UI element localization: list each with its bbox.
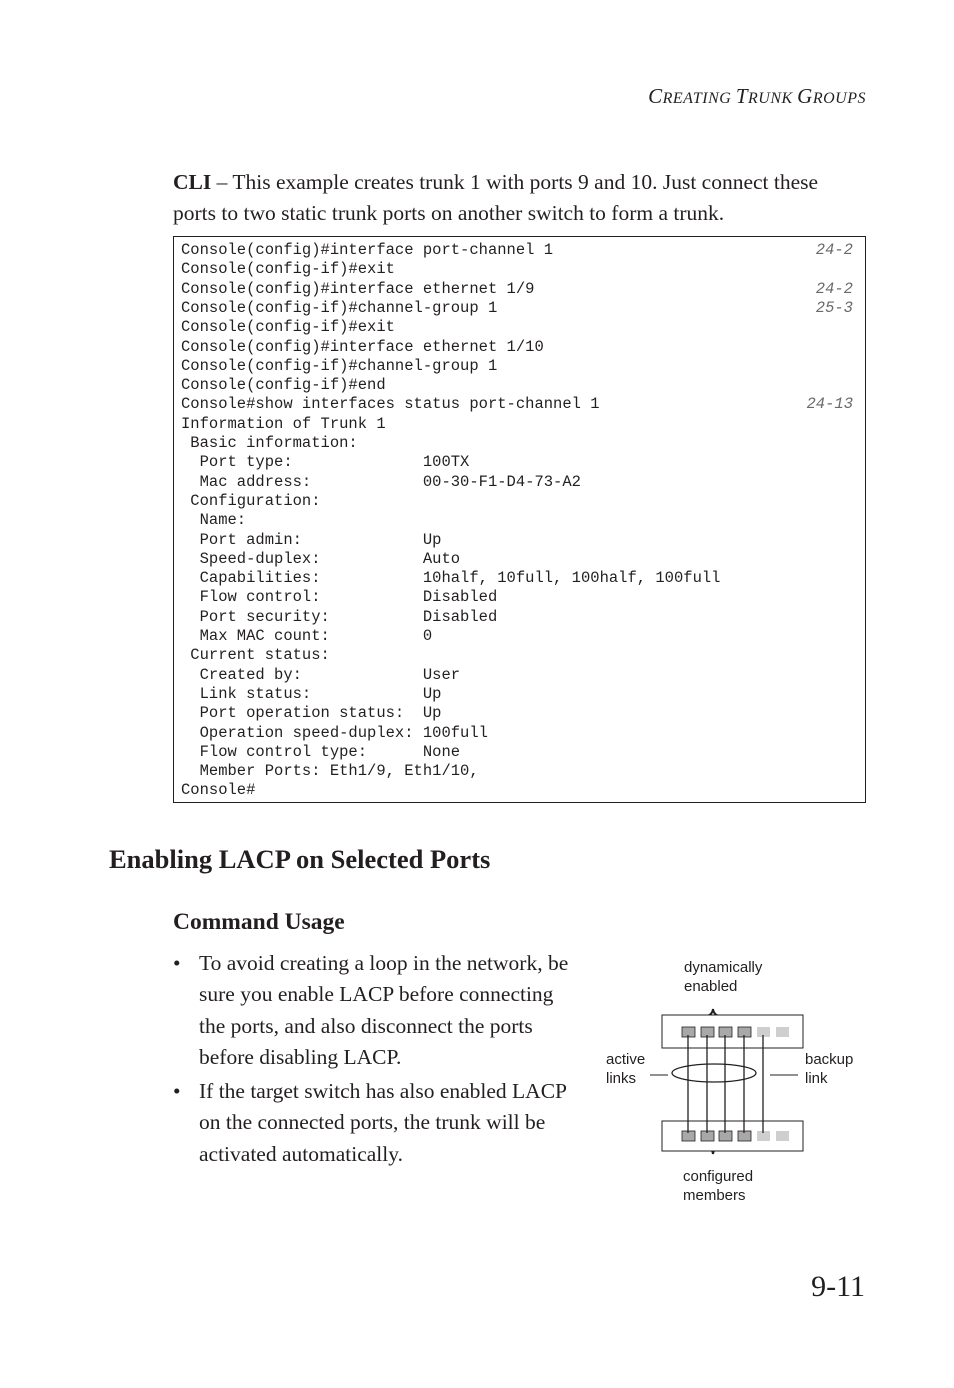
code-reference: 24-2 [815, 279, 853, 298]
code-line: Console(config)#interface ethernet 1/10 [181, 337, 544, 356]
code-line: Console(config-if)#channel-group 1 [181, 356, 498, 375]
label-members: members [683, 1187, 746, 1204]
code-line: Port type: 100TX [181, 453, 470, 472]
code-line: Flow control type: None [181, 742, 461, 761]
code-line: Name: [181, 511, 247, 530]
code-line: Mac address: 00-30-F1-D4-73-A2 [181, 472, 581, 491]
trunk-links [688, 1035, 763, 1133]
page-number: 9-11 [811, 1270, 865, 1303]
subsection-title: Command Usage [173, 909, 345, 935]
code-line: Console(config)#interface ethernet 1/9 [181, 279, 535, 298]
cli-code-block [173, 236, 866, 803]
label-backup: backup [805, 1051, 854, 1068]
code-line: Created by: User [181, 665, 461, 684]
label-configured: configured [683, 1168, 754, 1185]
code-line: Member Ports: Eth1/9, Eth1/10, [181, 762, 479, 781]
label-active: active [606, 1051, 646, 1068]
label-link: link [805, 1070, 828, 1087]
code-reference: 24-2 [815, 241, 853, 259]
running-header: CREATING TRUNK GROUPS [648, 84, 866, 108]
bullet-item [173, 1076, 583, 1170]
code-line: Link status: Up [181, 684, 442, 703]
code-line: Current status: [181, 646, 330, 665]
code-line: Console(config-if)#end [181, 376, 386, 395]
bullet-list [173, 948, 583, 1173]
code-line: Console#show interfaces status port-channel 1 [181, 395, 600, 414]
code-line: Operation speed-duplex: 100full [181, 723, 488, 742]
section-title: Enabling LACP on Selected Ports [109, 844, 491, 874]
code-line: Information of Trunk 1 [181, 414, 386, 433]
label-links: links [606, 1070, 637, 1087]
label-dynamically: dynamically [684, 959, 763, 976]
code-line: Configuration: [181, 491, 321, 510]
bullet-text: To avoid creating a loop in the network, be sure you enable LACP before connecting the ports, and also disconnect the ports before disabling LACP. [199, 951, 569, 1069]
code-line: Basic information: [181, 434, 358, 452]
code-line: Capabilities: 10half, 10full, 100half, 100full [181, 569, 721, 588]
cli-label: CLI [173, 170, 212, 194]
code-line: Port operation status: Up [181, 704, 442, 723]
label-enabled: enabled [684, 978, 738, 995]
code-line: Port security: Disabled [181, 607, 498, 626]
code-line: Console(config)#interface port-channel 1 [181, 241, 554, 259]
intro-paragraph [173, 167, 863, 229]
lacp-diagram [600, 955, 870, 1210]
bullet-marker: • [173, 951, 181, 975]
code-reference: 25-3 [815, 298, 853, 317]
bullet-item [173, 948, 583, 1073]
code-line: Max MAC count: 0 [181, 627, 433, 645]
code-line: Console# [181, 781, 256, 800]
code-line: Port admin: Up [181, 530, 442, 549]
bullet-marker: • [173, 1079, 181, 1104]
code-reference: 24-13 [806, 395, 853, 414]
intro-text: – This example creates trunk 1 with ports 9 and 10. Just connect these ports to two static trunk ports on another switch to form a trunk. [173, 170, 819, 225]
bullet-text: If the target switch has also enabled LACP on the connected ports, the trunk will be activated automatically. [199, 1079, 567, 1166]
code-line: Speed-duplex: Auto [181, 549, 461, 568]
code-line: Console(config-if)#exit [181, 318, 395, 337]
code-line: Flow control: Disabled [181, 588, 498, 607]
code-line: Console(config-if)#exit [181, 260, 395, 279]
code-line: Console(config-if)#channel-group 1 [181, 298, 498, 317]
